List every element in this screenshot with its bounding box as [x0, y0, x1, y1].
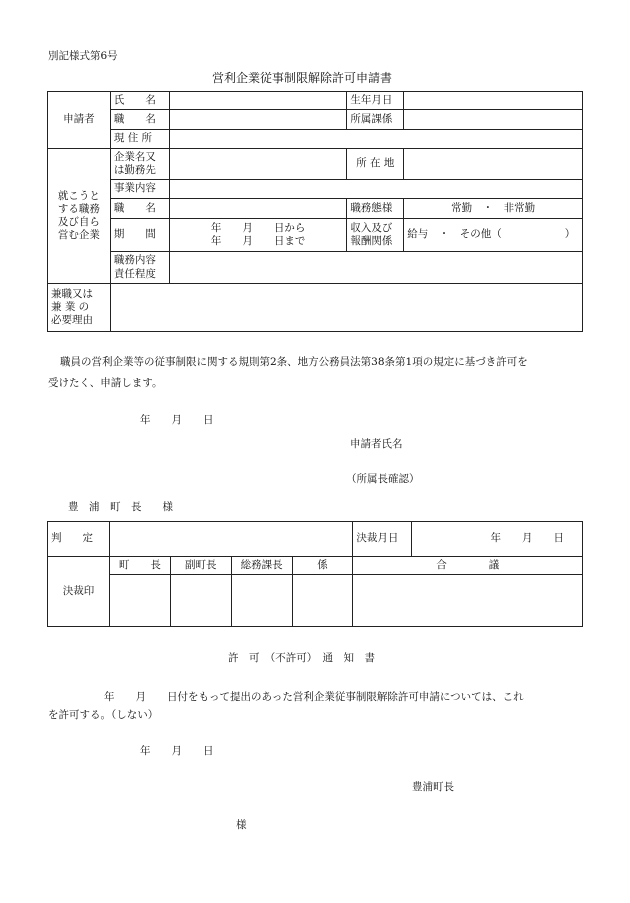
col-general-affairs: 総務課長	[231, 557, 292, 575]
seal-box-consult[interactable]	[353, 575, 583, 627]
company-group-line: 営む企業	[57, 229, 100, 242]
seal-box-mayor[interactable]	[109, 575, 170, 627]
company-group-line: する職務	[57, 202, 100, 215]
address-field[interactable]	[169, 130, 582, 149]
income-options[interactable]: 給与 ・ その他（ ）	[404, 219, 583, 252]
decision-date-field[interactable]: 年 月 日	[412, 522, 583, 557]
income-label	[347, 219, 404, 252]
company-group-line: 就こうと	[57, 189, 100, 202]
application-date[interactable]: 年 月 日	[140, 414, 214, 426]
applicant-group-label: 申請者	[48, 92, 111, 149]
addressee: 豊 浦 町 長 様	[68, 501, 173, 513]
post-field[interactable]	[169, 110, 347, 130]
duties-field[interactable]	[169, 252, 582, 284]
name-field[interactable]	[169, 92, 347, 110]
statement-line-1: 職員の営利企業等の従事制限に関する規則第2条、地方公務員法第38条第1項の規定に基づき許可を	[60, 356, 528, 368]
employment-label: 職務態様	[347, 199, 404, 219]
period-to: 年 月 日まで	[210, 235, 306, 247]
col-mayor: 町 長	[109, 557, 170, 575]
notice-date[interactable]: 年 月 日	[140, 745, 214, 757]
job-title-label: 職 名	[110, 199, 169, 219]
job-title-field[interactable]	[169, 199, 347, 219]
reason-label-line: 必要理由	[51, 314, 93, 327]
income-label-line: 報酬関係	[350, 235, 393, 247]
company-name-label	[110, 149, 169, 180]
income-label-line: 収入及び	[350, 221, 393, 234]
period-field[interactable]	[169, 219, 347, 252]
seal-box-deputy[interactable]	[170, 575, 231, 627]
judgment-label: 判 定	[48, 522, 110, 557]
reason-label-line: 兼職又は	[51, 287, 93, 300]
mayor-signature: 豊浦町長	[412, 781, 454, 793]
location-field[interactable]	[404, 149, 583, 180]
post-label: 職 名	[110, 110, 169, 130]
reason-label	[48, 284, 111, 332]
judgment-field[interactable]	[109, 522, 353, 557]
company-group-label	[48, 149, 111, 284]
dob-label: 生年月日	[347, 92, 404, 110]
seal-label: 決裁印	[48, 557, 110, 627]
seal-box-general[interactable]	[231, 575, 292, 627]
name-label: 氏 名	[110, 92, 169, 110]
application-table	[47, 91, 583, 332]
duties-label	[110, 252, 169, 284]
applicant-signature-label: 申請者氏名	[350, 438, 403, 450]
dept-field[interactable]	[404, 110, 583, 130]
decision-date-label: 決裁月日	[353, 522, 412, 557]
supervisor-confirm-label: （所属長確認）	[346, 473, 420, 485]
duties-label-line: 責任程度	[113, 267, 156, 280]
page-title: 営利企業従事制限解除許可申請書	[212, 71, 393, 85]
col-consultation: 合 議	[353, 557, 583, 575]
recipient-suffix: 様	[236, 819, 247, 831]
company-name-label-line: は勤務先	[113, 164, 156, 176]
notice-title: 許 可 （不許可） 通 知 書	[228, 652, 375, 664]
statement-line-2: 受けたく、申請します。	[48, 377, 163, 389]
reason-label-line: 兼 業 の	[51, 300, 90, 313]
notice-line-2: を許可する。（しない）	[48, 709, 159, 721]
decision-table	[47, 521, 583, 627]
form-number: 別記様式第6号	[48, 50, 118, 62]
notice-line-1: 年 月 日付をもって提出のあった営利企業従事制限解除許可申請については、これ	[104, 691, 524, 703]
company-name-label-line: 企業名又	[113, 150, 156, 163]
business-field[interactable]	[169, 180, 582, 199]
company-name-field[interactable]	[169, 149, 347, 180]
col-deputy-mayor: 副町長	[170, 557, 231, 575]
period-label: 期 間	[110, 219, 169, 252]
address-label: 現 住 所	[110, 130, 169, 149]
reason-field[interactable]	[110, 284, 582, 332]
seal-box-staff[interactable]	[292, 575, 353, 627]
duties-label-line: 職務内容	[113, 254, 156, 267]
period-from: 年 月 日から	[210, 221, 306, 234]
location-label: 所 在 地	[347, 149, 404, 180]
employment-options[interactable]: 常勤 ・ 非常勤	[404, 199, 583, 219]
col-staff: 係	[292, 557, 353, 575]
company-group-line: 及び自ら	[57, 216, 100, 228]
dob-field[interactable]	[404, 92, 583, 110]
business-label: 事業内容	[110, 180, 169, 199]
dept-label: 所属課係	[347, 110, 404, 130]
